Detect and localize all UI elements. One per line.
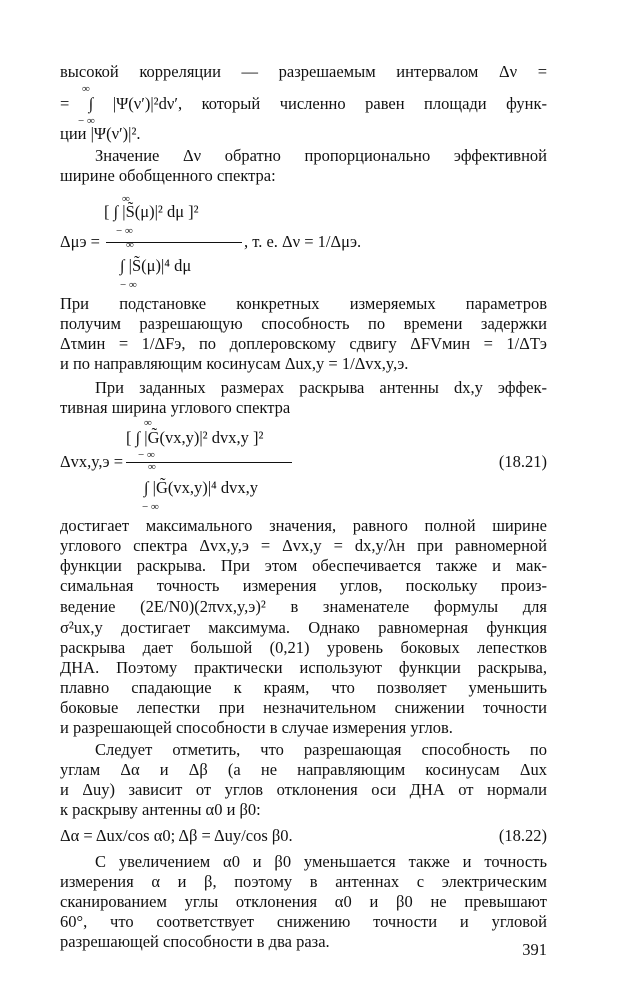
eq3-formula: Δα = Δux/cos α0; Δβ = Δuy/cos β0. — [60, 826, 293, 845]
integral-lower-limit: − ∞ — [138, 449, 155, 461]
equation-number: (18.21) — [498, 452, 547, 471]
text-line: симальная точность измерения углов, поскольку произ- — [60, 576, 547, 595]
eq1-lhs: Δμэ = — [60, 232, 100, 251]
text-line: С увеличением α0 и β0 уменьшается также и точность — [95, 852, 547, 871]
text-line: сканированием углы отклонения α0 и β0 не превышают — [60, 892, 547, 911]
text-line: высокой корреляции — разрешаемым интервалом Δν = — [60, 62, 547, 81]
eq1-tail: , т. е. Δν = 1/Δμэ. — [244, 232, 362, 251]
text-line: достигает максимального значения, равного полной ширине — [60, 516, 547, 535]
integral-upper-limit: ∞ — [126, 239, 134, 251]
page-number: 391 — [522, 940, 547, 959]
integral-upper-limit: ∞ — [122, 193, 130, 205]
text-line: функции раскрыва. При этом обеспечивается также и мак- — [60, 556, 547, 575]
text-line: разрешающей способности в два раза. — [60, 932, 330, 951]
text-line: углового спектра Δvx,y,э = Δvx,y = dx,y/λн при равномерной — [60, 536, 547, 555]
text-line: 60°, что соответствует снижению точности и угловой — [60, 912, 547, 931]
text-line: и Δuy) зависит от углов отклонения оси ДНА от нормали — [60, 780, 547, 799]
text-line: к раскрыву антенны α0 и β0: — [60, 800, 261, 819]
integral-lower-limit: − ∞ — [116, 225, 133, 237]
integral-lower-limit: − ∞ — [142, 501, 159, 513]
text-line: Значение Δν обратно пропорционально эффективной — [95, 146, 547, 165]
integral-upper-limit: ∞ — [144, 417, 152, 429]
text-line: ДНА. Поэтому практически используют функции раскрыва, — [60, 658, 547, 677]
text-line: боковые лепестки при незначительном снижении точности — [60, 698, 547, 717]
eq2-lhs: Δvx,y,э = — [60, 452, 124, 471]
text-line: = ∫ |Ψ(ν′)|²dν′, который численно равен площади функ- — [60, 94, 547, 113]
text-line: При подстановке конкретных измеряемых параметров — [60, 294, 547, 313]
integral-lower-limit: − ∞ — [78, 115, 95, 127]
text-line: σ²ux,y достигает максимума. Однако равномерная функция — [60, 618, 547, 637]
text-line: и разрешающей способности в случае измерения углов. — [60, 718, 453, 737]
text-line: ширине обобщенного спектра: — [60, 166, 276, 185]
integral-upper-limit: ∞ — [82, 83, 90, 95]
eq2-denominator: ∫ |G̃(vx,y)|⁴ dvx,y — [144, 478, 259, 497]
integral-upper-limit: ∞ — [148, 461, 156, 473]
eq1-numerator: [ ∫ |S̃(μ)|² dμ ]² — [104, 202, 199, 221]
text-line: получим разрешающую способность по времени задержки — [60, 314, 547, 333]
text-line: Δτмин = 1/ΔFэ, по доплеровскому сдвигу ΔFVмин = 1/ΔTэ — [60, 334, 547, 353]
text-line: ции |Ψ(ν′)|². — [60, 124, 141, 143]
text-line: углам Δα и Δβ (а не направляющим косинусам Δux — [60, 760, 547, 779]
text-line: раскрыва дает большой (0,21) уровень боковых лепестков — [60, 638, 547, 657]
text-line: измерения α и β, поэтому в антеннах с электрическим — [60, 872, 547, 891]
text-line: тивная ширина углового спектра — [60, 398, 291, 417]
text-line: плавно спадающие к краям, что позволяет уменьшить — [60, 678, 547, 697]
text-line: и по направляющим косинусам Δux,y = 1/Δvx,y,э. — [60, 354, 409, 373]
eq2-numerator: [ ∫ |G̃(vx,y)|² dvx,y ]² — [126, 428, 264, 447]
equation-number: (18.22) — [498, 826, 547, 845]
text-line: При заданных размерах раскрыва антенны dx,y эффек- — [95, 378, 547, 397]
text-line: Следует отметить, что разрешающая способность по — [95, 740, 547, 759]
text-line: ведение (2E/N0)(2πvx,y,э)² в знаменателе формулы для — [60, 597, 547, 616]
eq1-denominator: ∫ |S̃(μ)|⁴ dμ — [120, 256, 192, 275]
integral-lower-limit: − ∞ — [120, 279, 137, 291]
